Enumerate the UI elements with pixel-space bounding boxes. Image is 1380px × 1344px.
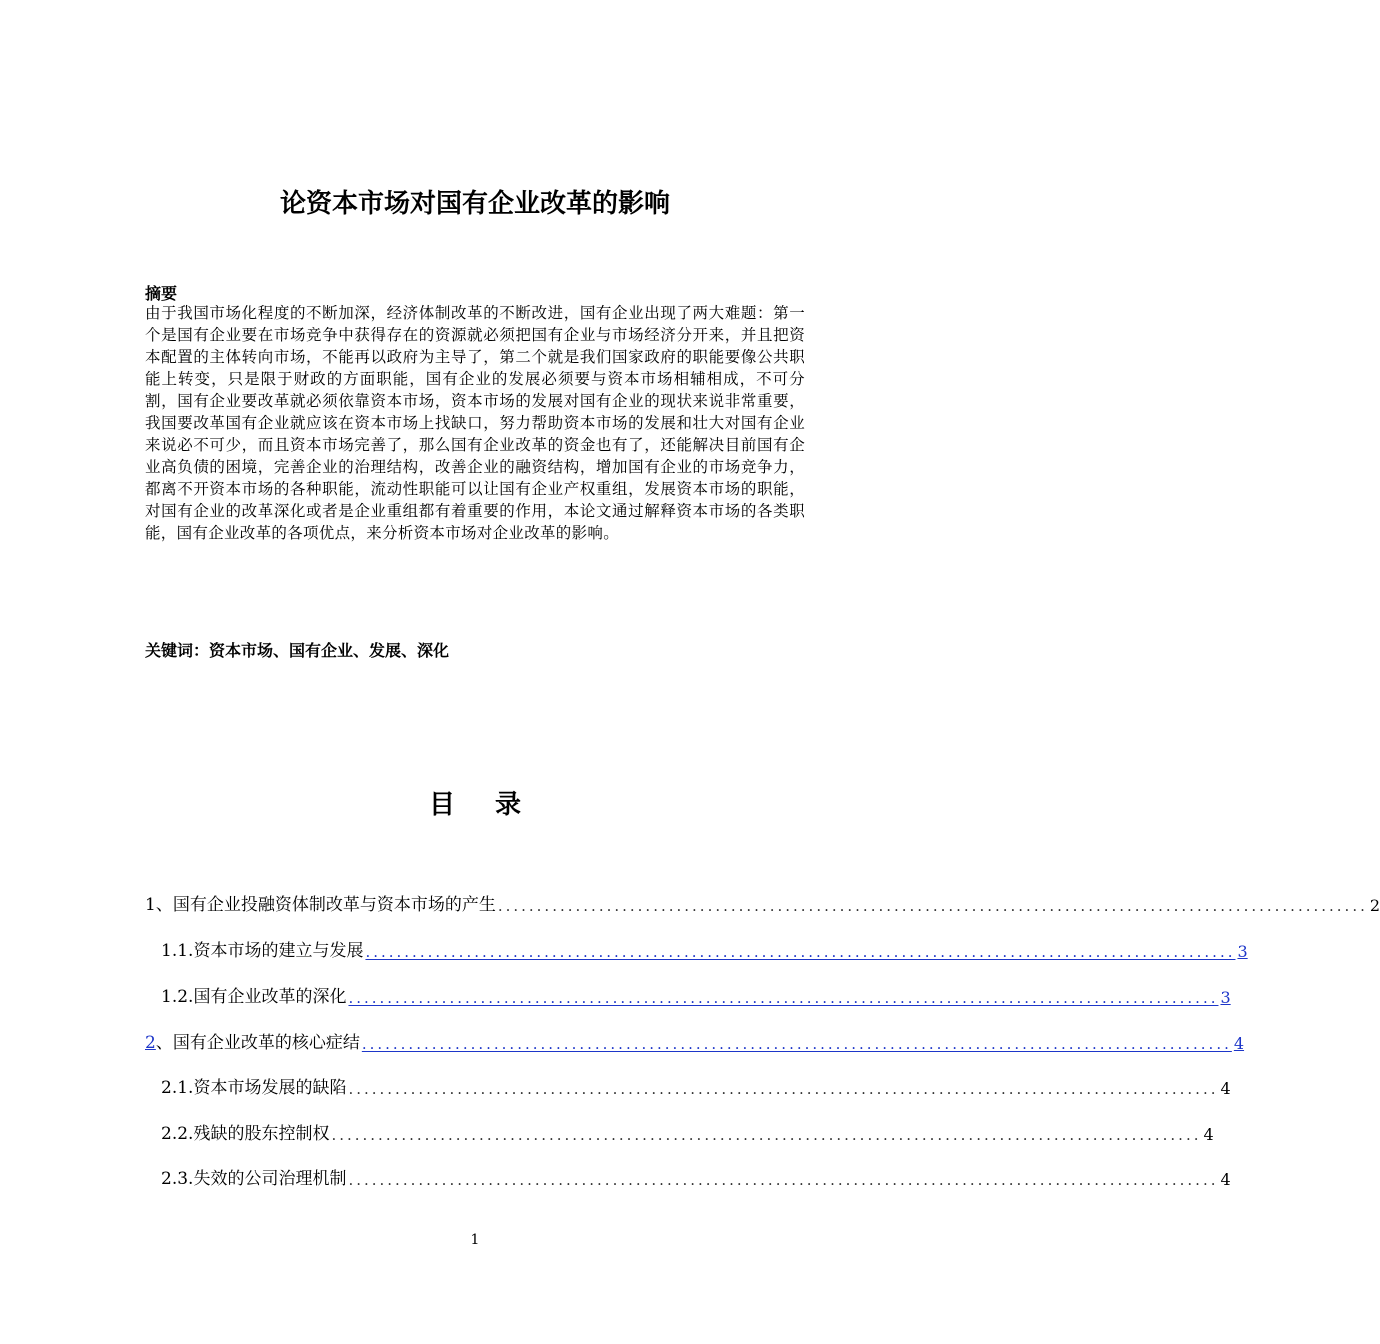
toc-entry-page: 4 bbox=[1220, 1079, 1231, 1098]
toc-entry-number: 1 bbox=[145, 895, 156, 915]
toc-entry-text: 国有企业改革的深化 bbox=[193, 987, 347, 1007]
toc-leader: ................................................................................................................ bbox=[365, 943, 1236, 961]
toc-leader: ................................................................................................................ bbox=[348, 1171, 1219, 1189]
toc-entry-text: 资本市场发展的缺陷 bbox=[193, 1078, 347, 1098]
toc-entry[interactable] bbox=[161, 1163, 1231, 1189]
toc-entry[interactable] bbox=[161, 1072, 1231, 1098]
toc-entry-text: 、国有企业投融资体制改革与资本市场的产生 bbox=[155, 895, 496, 915]
toc-entry-number: 2.3. bbox=[161, 1169, 194, 1189]
toc-entry-text: 失效的公司治理机制 bbox=[193, 1169, 347, 1189]
toc-entry-text: 资本市场的建立与发展 bbox=[193, 941, 364, 961]
toc-leader: ................................................................................................................ bbox=[331, 1126, 1202, 1144]
keywords: 关键词：资本市场、国有企业、发展、深化 bbox=[145, 641, 450, 660]
toc-entry-page: 3 bbox=[1220, 988, 1231, 1007]
toc-entry-text: 残缺的股东控制权 bbox=[193, 1124, 330, 1144]
toc-entry-page: 4 bbox=[1220, 1170, 1231, 1189]
toc-entry[interactable] bbox=[161, 1118, 1214, 1144]
toc-title: 目录 bbox=[428, 790, 561, 820]
toc-leader: ................................................................................................................ bbox=[361, 1035, 1232, 1053]
toc-entry[interactable] bbox=[161, 981, 1231, 1007]
toc-entry-page: 4 bbox=[1203, 1125, 1214, 1144]
toc-entry-number: 2.1. bbox=[161, 1078, 194, 1098]
toc-entry[interactable] bbox=[145, 1027, 1245, 1053]
abstract-body: 由于我国市场化程度的不断加深，经济体制改革的不断改进，国有企业出现了两大难题：第一个是国有企业要在市场竞争中获得存在的资源就必须把国有企业与市场经济分开来，并且把资本配置的主体转向市场，不能再以政府为主导了，第二个就是我们国家政府的职能要像公共职能上转变，只是限于财政的方面职能，国有企业的发展必须要与资本市场相辅相成，不可分割，国有企业要改革就必须依靠资本市场，资本市场的发展对国有企业的现状来说非常重要，我国要改革国有企业就应该在资本市场上找缺口，努力帮助资本市场的发展和壮大对国有企业来说必不可少，而且资本市场完善了，那么国有企业改革的资金也有了，还能解决目前国有企业高负债的困境，完善企业的治理结构，改善企业的融资结构，增加国有企业的市场竞争力，都离不开资本市场的各种职能，流动性职能可以让国有企业产权重组，发展资本市场的职能，对国有企业的改革深化或者是企业重组都有着重要的作用，本论文通过解释资本市场的各类职能，国有企业改革的各项优点，来分析资本市场对企业改革的影响。 bbox=[145, 304, 805, 542]
toc-leader: ................................................................................................................ bbox=[348, 1080, 1219, 1098]
toc-entry-number: 1.2. bbox=[161, 987, 194, 1007]
toc-entry-number: 2.2. bbox=[161, 1124, 194, 1144]
page-number: 1 bbox=[470, 1232, 480, 1248]
toc-entry[interactable] bbox=[161, 935, 1248, 961]
abstract-heading: 摘要 bbox=[145, 284, 178, 303]
toc-leader: ................................................................................................................ bbox=[497, 897, 1368, 915]
document-title: 论资本市场对国有企业改革的影响 bbox=[279, 189, 670, 219]
toc-entry-number: 1.1. bbox=[161, 941, 194, 961]
toc-entry-number: 2 bbox=[145, 1033, 156, 1053]
toc-entry-page: 3 bbox=[1237, 942, 1248, 961]
toc-leader: ................................................................................................................ bbox=[348, 989, 1219, 1007]
toc-entry-page: 2 bbox=[1369, 896, 1380, 915]
toc-entry-text: 、国有企业改革的核心症结 bbox=[155, 1033, 360, 1053]
toc-entry-page: 4 bbox=[1233, 1034, 1245, 1053]
toc-entry[interactable] bbox=[145, 889, 1380, 915]
